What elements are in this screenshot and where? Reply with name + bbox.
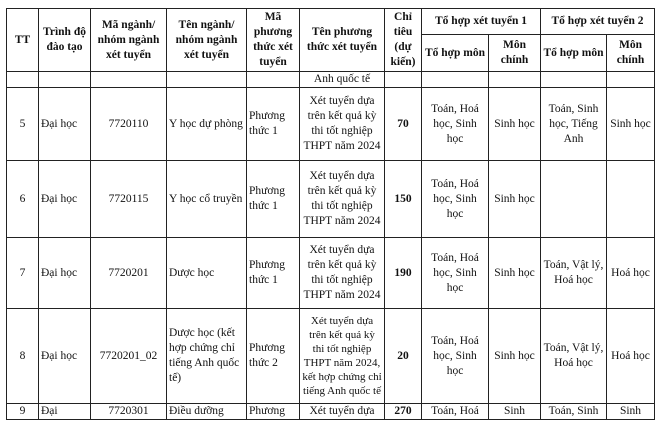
- cell-mon-chinh-1: Sinh học: [489, 309, 541, 404]
- table-row: [7, 88, 655, 161]
- admissions-table: [6, 8, 655, 420]
- header-tt: TT: [7, 9, 39, 72]
- cell-trinh-do: Đại học: [39, 238, 91, 309]
- header-chi-tieu: Chỉ tiêu (dự kiến): [385, 9, 422, 72]
- header-ten-nganh: Tên ngành/ nhóm ngành xét tuyển: [167, 9, 247, 72]
- header-to-hop-1: Tổ hợp xét tuyển 1: [422, 9, 541, 35]
- cell-to-hop-mon-2: [541, 161, 607, 238]
- cell-to-hop-mon-1: Toán, Hoá học, Sinh học: [422, 161, 489, 238]
- header-mon-chinh-1: Môn chính: [489, 35, 541, 72]
- cell-mon-chinh-2: Sinh học: [607, 88, 655, 161]
- cell-ma-nganh: 7720115: [91, 161, 167, 238]
- cell-to-hop-mon-2: Toán, Vật lý, Hoá học: [541, 309, 607, 404]
- cell-ma-nganh: 7720301: [91, 404, 167, 420]
- cell-ten-phuong-thuc: Xét tuyển dựa trên kết quả kỳ thi tốt nghiệp THPT năm 2024: [300, 161, 385, 238]
- table-row: [7, 161, 655, 238]
- cell-ma-phuong-thuc: Phương thức 2: [247, 309, 300, 404]
- cell-trinh-do: Đại: [39, 404, 91, 420]
- cell-ma-nganh: 7720201_02: [91, 309, 167, 404]
- cell-tt: 8: [7, 309, 39, 404]
- cell-ma-nganh: 7720201: [91, 238, 167, 309]
- header-ten-phuong-thuc: Tên phương thức xét tuyển: [300, 9, 385, 72]
- cell-trinh-do: Đại học: [39, 88, 91, 161]
- cell-mon-chinh-1: Sinh học: [489, 161, 541, 238]
- cell-trinh-do: Đại học: [39, 309, 91, 404]
- cell-tt: 9: [7, 404, 39, 420]
- cell-ten-nganh: Y học cổ truyền: [167, 161, 247, 238]
- cell-ten-phuong-thuc: Xét tuyển dựa trên kết quả kỳ thi tốt nghiệp THPT năm 2024: [300, 238, 385, 309]
- cell-ten-nganh: Y học dự phòng: [167, 88, 247, 161]
- cell-chi-tieu: 190: [385, 238, 422, 309]
- table-row-continuation: [7, 72, 655, 88]
- header-to-hop-2: Tổ hợp xét tuyển 2: [541, 9, 655, 35]
- header-mon-chinh-2: Môn chính: [607, 35, 655, 72]
- cell-to-hop-mon-1: Toán, Hoá học, Sinh học: [422, 238, 489, 309]
- cell-to-hop-mon-1: Toán, Hoá học, Sinh học: [422, 88, 489, 161]
- cell-to-hop-mon-2: Toán, Vật lý, Hoá học: [541, 238, 607, 309]
- cell-to-hop-mon-1: Toán, Hoá học, Sinh học: [422, 309, 489, 404]
- cell-tt: 7: [7, 238, 39, 309]
- cell-mon-chinh-2: Hoá học: [607, 238, 655, 309]
- cell-ma-phuong-thuc: Phương thức 1: [247, 88, 300, 161]
- cell-mon-chinh-1: Sinh học: [489, 88, 541, 161]
- cell-mon-chinh-2: Sinh: [607, 404, 655, 420]
- cell-tt: 6: [7, 161, 39, 238]
- cell-to-hop-mon-2: Toán, Sinh học, Tiếng Anh: [541, 88, 607, 161]
- header-to-hop-mon-1: Tổ hợp môn: [422, 35, 489, 72]
- cell-mon-chinh-2: [607, 161, 655, 238]
- cell-mon-chinh-2: Hoá học: [607, 309, 655, 404]
- table-row: [7, 309, 655, 404]
- cell-mon-chinh-1: Sinh học: [489, 238, 541, 309]
- cell-chi-tieu: 150: [385, 161, 422, 238]
- header-trinh-do: Trình độ đào tạo: [39, 9, 91, 72]
- cell-ten-phuong-thuc: Xét tuyển dựa: [300, 404, 385, 420]
- cell-ten-phuong-thuc: Anh quốc tế: [300, 72, 385, 88]
- cell-ten-nganh: Điều dưỡng: [167, 404, 247, 420]
- cell-ten-phuong-thuc: Xét tuyển dựa trên kết quả kỳ thi tốt nghiệp THPT năm 2024, kết hợp chứng chỉ tiếng Anh quốc tế: [300, 309, 385, 404]
- header-ma-phuong-thuc: Mã phương thức xét tuyển: [247, 9, 300, 72]
- cell-ten-nganh: Dược học (kết hợp chứng chỉ tiếng Anh quốc tế): [167, 309, 247, 404]
- cell-chi-tieu: 70: [385, 88, 422, 161]
- cell-trinh-do: Đại học: [39, 161, 91, 238]
- cell-chi-tieu: 20: [385, 309, 422, 404]
- cell-ma-phuong-thuc: Phương: [247, 404, 300, 420]
- header-ma-nganh: Mã ngành/ nhóm ngành xét tuyển: [91, 9, 167, 72]
- cell-mon-chinh-1: Sinh: [489, 404, 541, 420]
- cell-ten-phuong-thuc: Xét tuyển dựa trên kết quả kỳ thi tốt nghiệp THPT năm 2024: [300, 88, 385, 161]
- header-to-hop-mon-2: Tổ hợp môn: [541, 35, 607, 72]
- cell-to-hop-mon-1: Toán, Hoá: [422, 404, 489, 420]
- table-row: [7, 238, 655, 309]
- table-row: [7, 404, 655, 420]
- cell-ma-phuong-thuc: Phương thức 1: [247, 161, 300, 238]
- cell-chi-tieu: 270: [385, 404, 422, 420]
- cell-ma-phuong-thuc: Phương thức 1: [247, 238, 300, 309]
- cell-ma-nganh: 7720110: [91, 88, 167, 161]
- cell-to-hop-mon-2: Toán, Sinh: [541, 404, 607, 420]
- cell-tt: 5: [7, 88, 39, 161]
- cell-ten-nganh: Dược học: [167, 238, 247, 309]
